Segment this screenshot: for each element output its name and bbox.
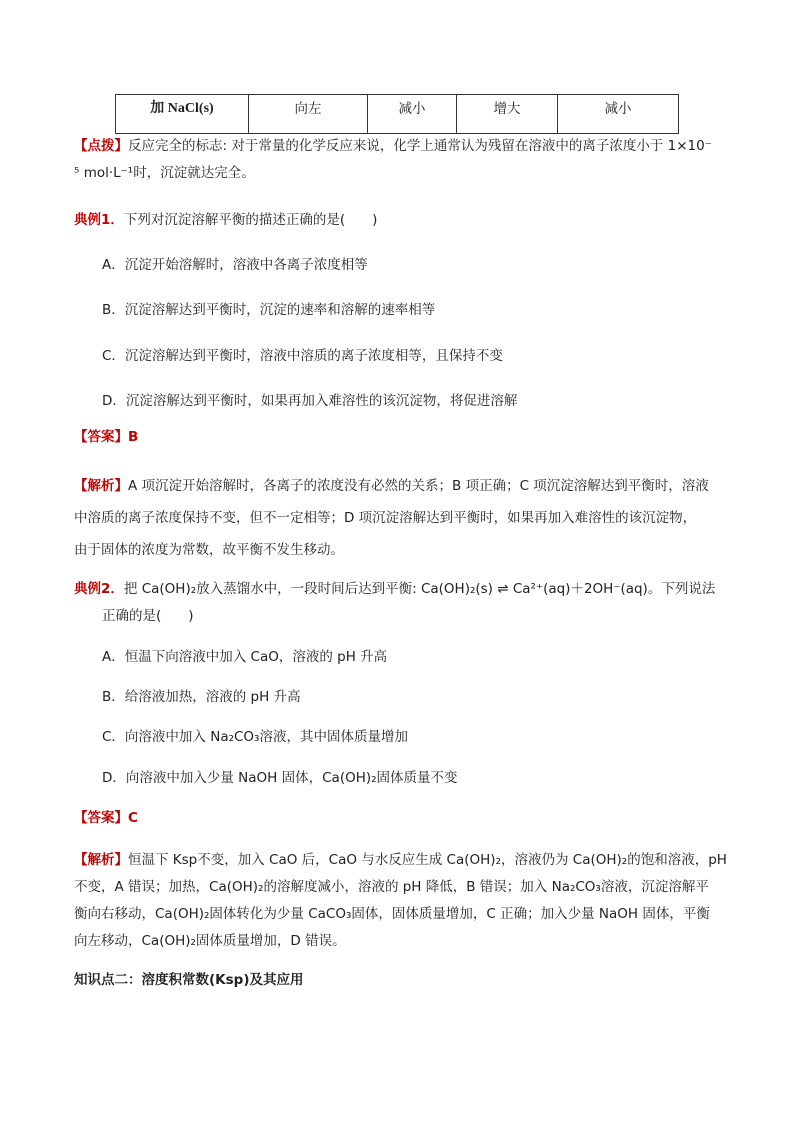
note-line-2 [74, 163, 255, 183]
answer-value: C [128, 810, 138, 826]
example1-analysis-line-1 [74, 476, 709, 496]
example2-option-a: A．恒温下向溶液中加入 CaO，溶液的 pH 升高 [102, 649, 388, 665]
example2-analysis-line-2: 不变，A 错误；加热，Ca(OH)₂的溶解度减小，溶液的 pH 降低，B 错误；加入 Na₂CO₃溶液，沉淀溶解平 [74, 879, 709, 895]
table-cell-shift: 向左 [249, 95, 368, 134]
note-line-1 [74, 136, 712, 156]
example2-question-line-1 [74, 579, 715, 599]
example1-option-a: A．沉淀开始溶解时，溶液中各离子浓度相等 [102, 257, 368, 273]
example2-option-c: C．向溶液中加入 Na₂CO₃溶液，其中固体质量增加 [102, 729, 408, 745]
example2-option-b: B．给溶液加热，溶液的 pH 升高 [102, 689, 301, 705]
table-cell-value: 减小 [558, 95, 679, 134]
example1-analysis-line-2: 中溶质的离子浓度保持不变，但不一定相等；D 项沉淀溶解达到平衡时，如果再加入难溶性的该沉淀物， [74, 510, 697, 526]
example1-option-b: B．沉淀溶解达到平衡时，沉淀的速率和溶解的速率相等 [102, 302, 436, 318]
analysis-text: 恒温下 Ksp不变，加入 CaO 后，CaO 与水反应生成 Ca(OH)₂，溶液仍为 Ca(OH)₂的饱和溶液，pH [128, 852, 727, 868]
example2-analysis-line-4: 向左移动，Ca(OH)₂固体质量增加，D 错误。 [74, 933, 346, 949]
analysis-label: 【解析】 [74, 852, 128, 868]
note-label: 【点拨】 [74, 138, 128, 154]
example2-answer-line [74, 808, 138, 828]
answer-value: B [128, 429, 139, 445]
example1-question: 下列对沉淀溶解平衡的描述正确的是( ) [123, 212, 378, 228]
example1-question-line [74, 210, 377, 230]
answer-label: 【答案】 [74, 810, 128, 826]
note-text-1: 反应完全的标志: 对于常量的化学反应来说，化学上通常认为残留在溶液中的离子浓度小于 1×10⁻ [128, 138, 712, 154]
section-title: 知识点二：溶度积常数(Ksp)及其应用 [74, 972, 304, 988]
example2-analysis-line-1 [74, 850, 727, 870]
example1-answer-line [74, 427, 138, 447]
example2-question: 把 Ca(OH)₂放入蒸馏水中，一段时间后达到平衡: Ca(OH)₂(s) ⇌ Ca²⁺(aq)＋2OH⁻(aq)。下列说法 [123, 581, 716, 597]
example2-label: 典例2． [74, 581, 124, 597]
table-cell-condition: 加 NaCl(s) [116, 95, 249, 134]
analysis-text: A 项沉淀开始溶解时，各离子的浓度没有必然的关系；B 项正确；C 项沉淀溶解达到平衡时，溶液 [128, 478, 709, 494]
example1-option-c: C．沉淀溶解达到平衡时，溶液中溶质的离子浓度相等，且保持不变 [102, 348, 503, 364]
example1-option-d: D．沉淀溶解达到平衡时，如果再加入难溶性的该沉淀物，将促进溶解 [102, 393, 518, 409]
table-cell-value: 减小 [368, 95, 457, 134]
example1-label: 典例1． [74, 212, 124, 228]
table-row [116, 95, 679, 134]
example2-question-line-2: 正确的是( ) [102, 608, 194, 624]
note-text-2: ⁵ mol·L⁻¹时，沉淀就达完全。 [74, 165, 255, 181]
table-cell-value: 增大 [457, 95, 558, 134]
answer-label: 【答案】 [74, 429, 128, 445]
example2-option-d: D．向溶液中加入少量 NaOH 固体，Ca(OH)₂固体质量不变 [102, 770, 458, 786]
example2-analysis-line-3: 衡向右移动，Ca(OH)₂固体转化为少量 CaCO₃固体，固体质量增加，C 正确；加入少量 NaOH 固体，平衡 [74, 906, 710, 922]
equilibrium-table [115, 94, 679, 134]
example1-analysis-line-3: 由于固体的浓度为常数，故平衡不发生移动。 [74, 542, 344, 558]
analysis-label: 【解析】 [74, 478, 128, 494]
